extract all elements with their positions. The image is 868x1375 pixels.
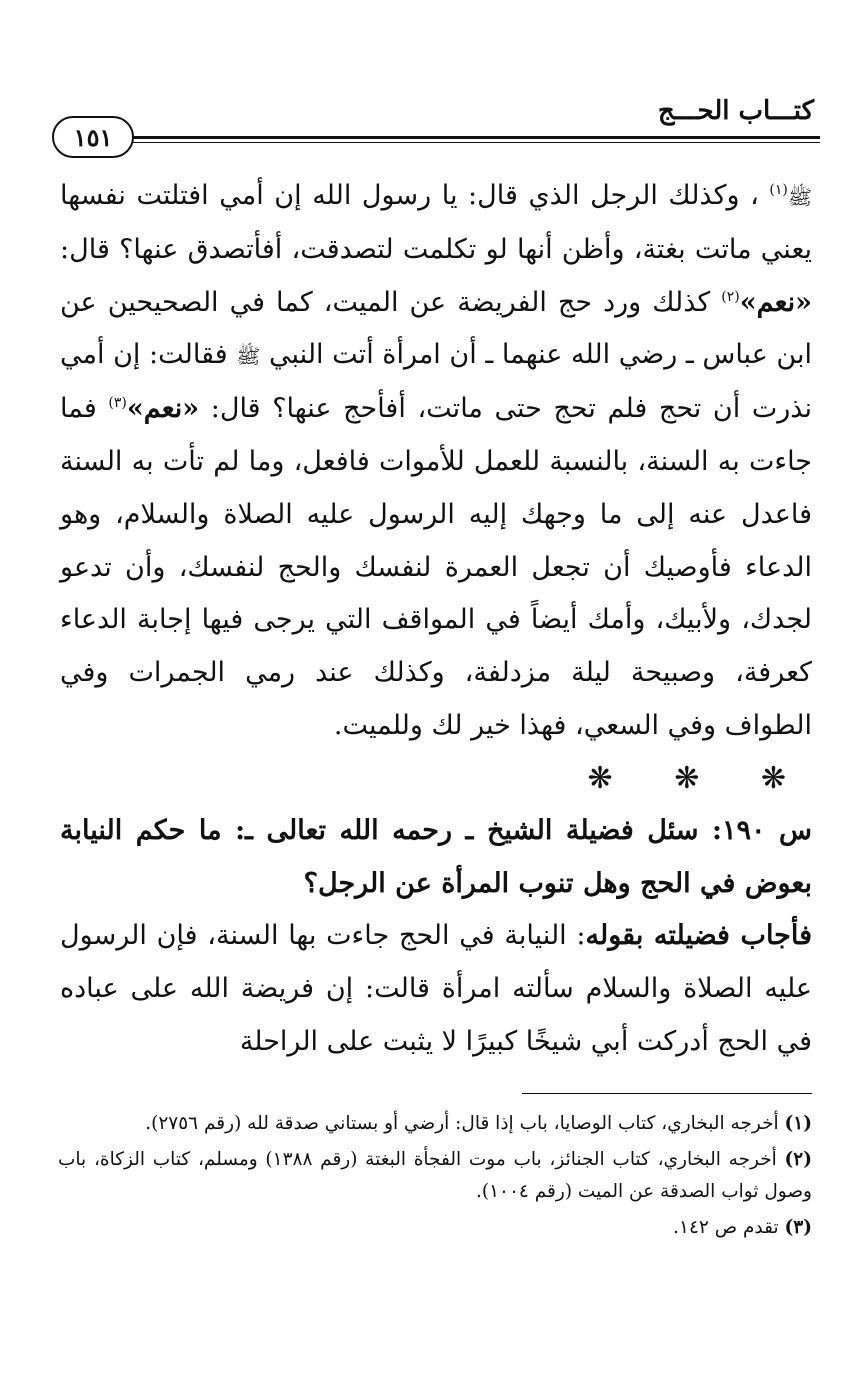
paragraph-1-part-d: فما جاءت به السنة، بالنسبة للعمل للأموات فافعل، وما لم تأت به السنة فاعدل عنه إلى ما وجهك إليه الرسول عليه الصلاة والسلام، وهو الدعاء فأوصيك أن تجعل العمرة لنفسك والحج لنفسك، وأن تدعو لجدك، ولأبيك، وأمك أيضاً في المواقف التي يرجى فيها إجابة الدعاء كعرفة، وصبيحة ليلة مزدلفة، وكذلك عند رمي الجمرات وفي الطواف وفي السعي، فهذا خير لك وللميت. [60, 393, 812, 741]
question-heading: س ١٩٠: سئل فضيلة الشيخ ـ رحمه الله تعالى ـ: ما حكم النيابة بعوض في الحج وهل تنوب المرأة عن الرجل؟ [60, 814, 813, 899]
salutation-glyph: ﷺ [787, 185, 812, 209]
footnote-ref-2[interactable]: (٢) [721, 288, 740, 305]
footnote-number: (٢) [784, 1149, 812, 1170]
header-rule [112, 136, 820, 143]
footnote-3 [58, 1212, 812, 1244]
footnote-1 [58, 1108, 812, 1140]
salutation-glyph-2: ﷺ [236, 344, 261, 369]
paragraph-1 [60, 170, 812, 753]
quote-naam-2: «نعم» [126, 393, 200, 425]
chapter-title: كتـــاب الحـــج [657, 96, 814, 126]
footnote-text: أخرجه البخاري، كتاب الجنائز، باب موت الفجأة البغتة (رقم ١٣٨٨) ومسلم، كتاب الزكاة، باب وصول ثواب الصدقة عن الميت (رقم ١٠٠٤). [58, 1149, 812, 1202]
footnote-text: أخرجه البخاري، كتاب الوصايا، باب إذا قال: أرضي أو بستاني صدقة لله (رقم ٢٧٥٦). [145, 1113, 785, 1134]
quote-naam-1: «نعم» [739, 286, 812, 318]
footnote-number: (١) [784, 1113, 812, 1134]
answer-lead: فأجاب فضيلته بقوله [585, 920, 812, 952]
footnote-ref-1[interactable]: (١) [769, 182, 788, 198]
footnotes [58, 1108, 812, 1248]
paragraph-1-part-b: كذلك ورد حج الفريضة عن الميت، كما في الصحيحين عن ابن عباس ـ رضي الله عنهما ـ أن امرأة أتت النبي [60, 286, 812, 371]
footnote-2 [58, 1144, 812, 1208]
footnote-number: (٣) [784, 1217, 812, 1238]
page-number: ١٥١ [52, 116, 134, 158]
section-separator: ❋ ❋ ❋ [587, 760, 812, 796]
footnote-text: تقدم ص ١٤٢. [673, 1217, 785, 1238]
footnote-ref-3[interactable]: (٣) [108, 395, 127, 412]
answer-paragraph [60, 910, 812, 1068]
paragraph-1-part-a: ، وكذلك الرجل الذي قال: يا رسول الله إن أمي افتلتت نفسها يعني ماتت بغتة، وأظن أنها لو تكلمت لتصدقت، أفأتصدق عنها؟ قال: [60, 180, 812, 265]
paragraph-1-part-c: فقالت: إن أمي نذرت أن تحج فلم تحج حتى ماتت، أفأحج عنها؟ قال: [60, 339, 812, 425]
footnote-divider [522, 1093, 812, 1094]
answer-text: : النيابة في الحج جاءت بها السنة، فإن الرسول عليه الصلاة والسلام سألته امرأة قالت: إن فريضة الله على عباده في الحج أدركت أبي شيخًا كبيرًا لا يثبت على الراحلة [60, 920, 812, 1057]
page-header [52, 96, 820, 152]
main-text [60, 170, 812, 1069]
